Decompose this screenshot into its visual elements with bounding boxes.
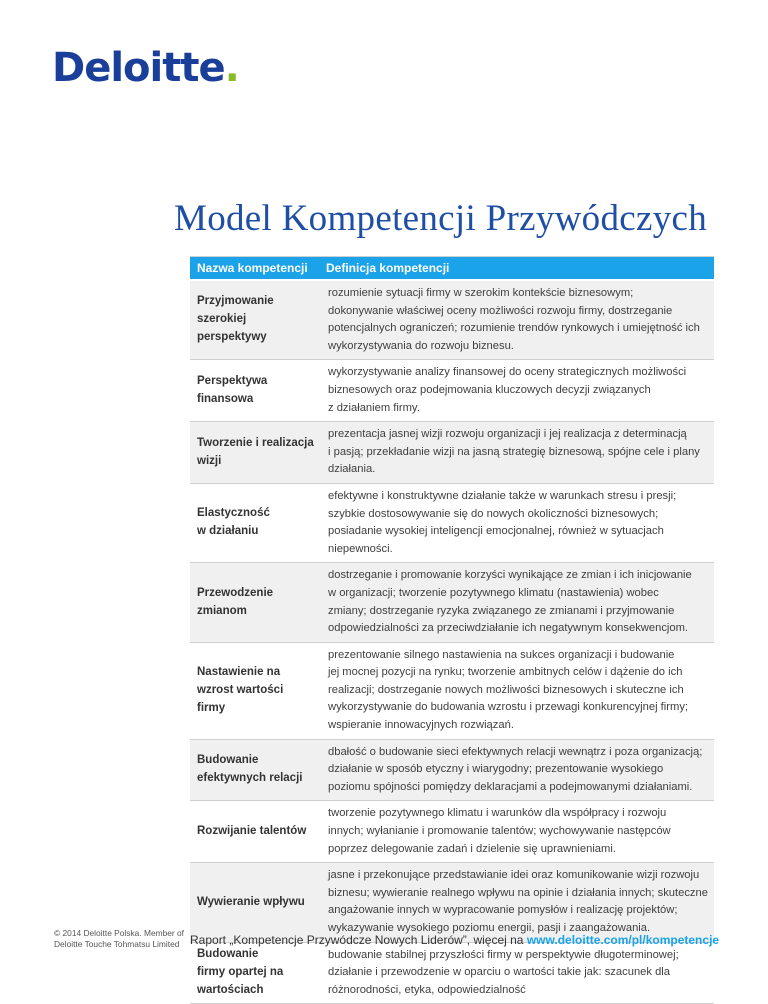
definition-line: niepewności. <box>328 542 393 555</box>
competency-name-line: firmy <box>197 701 226 714</box>
definition-line: poziomu spójności pomiędzy deklaracjami a podejmowanymi działaniami. <box>328 780 693 793</box>
table-row <box>190 563 714 642</box>
definition-line: odpowiedzialności za przeciwdziałanie ich negatywnym konsekwencjom. <box>328 622 689 635</box>
definition-line: innych; wyłanianie i promowanie talentów; wychowywanie następców <box>328 825 671 838</box>
report-link[interactable]: www.deloitte.com/pl/kompetencje <box>526 933 720 947</box>
table-row <box>190 281 714 360</box>
competency-name <box>190 894 326 912</box>
competency-name-line: wizji <box>197 454 222 467</box>
competency-definition <box>326 643 709 739</box>
competency-definition <box>326 360 709 421</box>
table-header <box>190 257 714 281</box>
definition-line: efektywne i konstruktywne działanie także w warunkach stresu i presji; <box>328 489 677 502</box>
definition-line: tworzenie pozytywnego klimatu i warunków dla współpracy i rozwoju <box>328 807 667 820</box>
competency-name-line: w działaniu <box>197 525 259 538</box>
table-body <box>190 281 714 1004</box>
definition-line: prezentowanie silnego nastawienia na sukces organizacji i budowanie <box>328 648 675 661</box>
competency-definition <box>326 563 709 641</box>
competency-definition <box>326 740 709 801</box>
table-row <box>190 484 714 563</box>
header-name: Nazwa kompetencji <box>197 261 308 275</box>
competency-name-line: Przyjmowanie <box>197 295 274 308</box>
logo-dot: . <box>224 45 239 91</box>
definition-line: i pasją; przekładanie wizji na jasną strategię biznesową, spójne cele i plany <box>328 445 700 458</box>
competency-name <box>190 293 326 346</box>
competency-definition <box>326 422 709 483</box>
definition-line: jej mocnej pozycji na rynku; tworzenie ambitnych celów i dążenie do ich <box>328 666 683 679</box>
definition-line: działania. <box>328 463 376 476</box>
definition-line: potencjalnych ograniczeń; rozumienie trendów rynkowych i umiejętność ich <box>328 322 700 335</box>
competency-definition <box>326 863 709 941</box>
competency-name <box>190 435 326 471</box>
definition-line: różnorodności, etyka, odpowiedzialność <box>328 983 526 996</box>
definition-line: wykorzystywanie do budowania wzrostu i przewagi konkurencyjnej firmy; <box>328 701 689 714</box>
definition-line: realizacji; dostrzeganie nowych możliwości biznesowych i skuteczne ich <box>328 683 684 696</box>
competency-name <box>190 585 326 621</box>
page-title: Model Kompetencji Przywódczych <box>174 198 708 239</box>
competency-name-line: Rozwijanie talentów <box>197 824 307 837</box>
definition-line: jasne i przekonujące przedstawianie idei oraz komunikowanie wizji rozwoju <box>328 869 700 882</box>
definition-line: wspieranie innowacyjnych rozwiązań. <box>328 719 514 732</box>
definition-line: dokonywanie właściwej oceny możliwości rozwoju firmy, dostrzeganie <box>328 304 673 317</box>
competency-name <box>190 505 326 541</box>
definition-line: działanie w sposób etyczny i wiarygodny; prezentowanie wysokiego <box>328 763 664 776</box>
definition-line: w organizacji; tworzenie pozytywnego klimatu (nastawienia) wobec <box>328 586 659 599</box>
definition-line: poprzez delegowanie zadań i dzielenie się uprawnieniami. <box>328 842 616 855</box>
deloitte-logo <box>52 44 239 92</box>
competency-definition <box>326 943 709 1004</box>
definition-line: zmiany; dostrzeganie ryzyka związanego ze zmianami i przyjmowanie <box>328 604 675 617</box>
competency-name-line: finansowa <box>197 392 254 405</box>
competency-name-line: wzrost wartości <box>197 683 284 696</box>
competency-name-line: zmianom <box>197 604 247 617</box>
definition-line: rozumienie sytuacji firmy w szerokim kontekście biznesowym; <box>328 287 634 299</box>
report-text: Raport „Kompetencje Przywódcze Nowych Liderów”, więcej na <box>190 933 527 947</box>
definition-line: biznesu; wywieranie realnego wpływu na opinie i działania innych; skuteczne <box>328 886 708 899</box>
competency-name <box>190 664 326 717</box>
header-definition: Definicja kompetencji <box>326 261 450 275</box>
competency-definition <box>326 281 709 359</box>
definition-line: wykorzystywania do rozwoju biznesu. <box>328 339 514 352</box>
competency-name-line: Wywieranie wpływu <box>197 895 305 908</box>
competency-name-line: efektywnych relacji <box>197 772 303 785</box>
definition-line: prezentacja jasnej wizji rozwoju organizacji i jej realizacja z determinacją <box>328 428 687 441</box>
competency-name-line: Budowanie <box>197 754 259 767</box>
competency-name-line: Perspektywa <box>197 374 268 387</box>
definition-line: działanie i przewodzenie w oparciu o wartości takie jak: szacunek dla <box>328 966 671 979</box>
definition-line: dbałość o budowanie sieci efektywnych relacji wewnątrz i poza organizacją; <box>328 745 703 758</box>
competency-name-line: Tworzenie i realizacja <box>197 436 314 449</box>
competency-name-line: szerokiej <box>197 313 247 326</box>
competency-name-line: Nastawienie na <box>197 665 281 678</box>
competency-name <box>190 373 326 409</box>
competency-name <box>190 752 326 788</box>
competency-name <box>190 946 326 999</box>
table-row <box>190 422 714 484</box>
copyright-line: © 2014 Deloitte Polska. Member of <box>54 928 184 938</box>
table-row <box>190 740 714 802</box>
competency-name-line: wartościach <box>197 983 264 996</box>
definition-line: posiadanie wysokiej inteligencji emocjonalnej, również w sytuacjach <box>328 525 664 538</box>
table-row <box>190 360 714 422</box>
definition-line: dostrzeganie i promowanie korzyści wynikające ze zmian i ich inicjowanie <box>328 569 692 582</box>
competency-name-line: perspektywy <box>197 331 267 344</box>
competency-name-line: Budowanie <box>197 948 259 961</box>
table-row <box>190 943 714 1004</box>
logo-wordmark: Deloitte <box>52 45 225 91</box>
report-footer <box>190 933 719 947</box>
competency-name <box>190 823 326 841</box>
competency-name-line: Przewodzenie <box>197 586 274 599</box>
definition-line: angażowanie innych w wypracowanie pomysłów i realizację projektów; <box>328 904 678 917</box>
table-row <box>190 801 714 863</box>
definition-line: wykorzystywanie analizy finansowej do oceny strategicznych możliwości <box>328 366 687 379</box>
competency-table <box>190 256 714 1004</box>
table-row <box>190 863 714 942</box>
copyright-line: Deloitte Touche Tohmatsu Limited <box>54 939 180 949</box>
competency-name-line: firmy opartej na <box>197 966 284 979</box>
table-row <box>190 643 714 740</box>
definition-line: wykazywanie wysokiego poziomu energii, pasji i zaangażowania. <box>328 922 651 934</box>
competency-definition <box>326 484 709 562</box>
competency-name-line: Elastyczność <box>197 507 270 520</box>
definition-line: z działaniem firmy. <box>328 401 420 414</box>
definition-line: biznesowych oraz podejmowania kluczowych decyzji związanych <box>328 383 651 396</box>
copyright-note <box>54 928 194 950</box>
definition-line: budowanie stabilnej przyszłości firmy w perspektywie długoterminowej; <box>328 948 679 961</box>
competency-definition <box>326 801 709 862</box>
definition-line: szybkie dostosowywanie się do nowych okoliczności biznesowych; <box>328 507 659 520</box>
